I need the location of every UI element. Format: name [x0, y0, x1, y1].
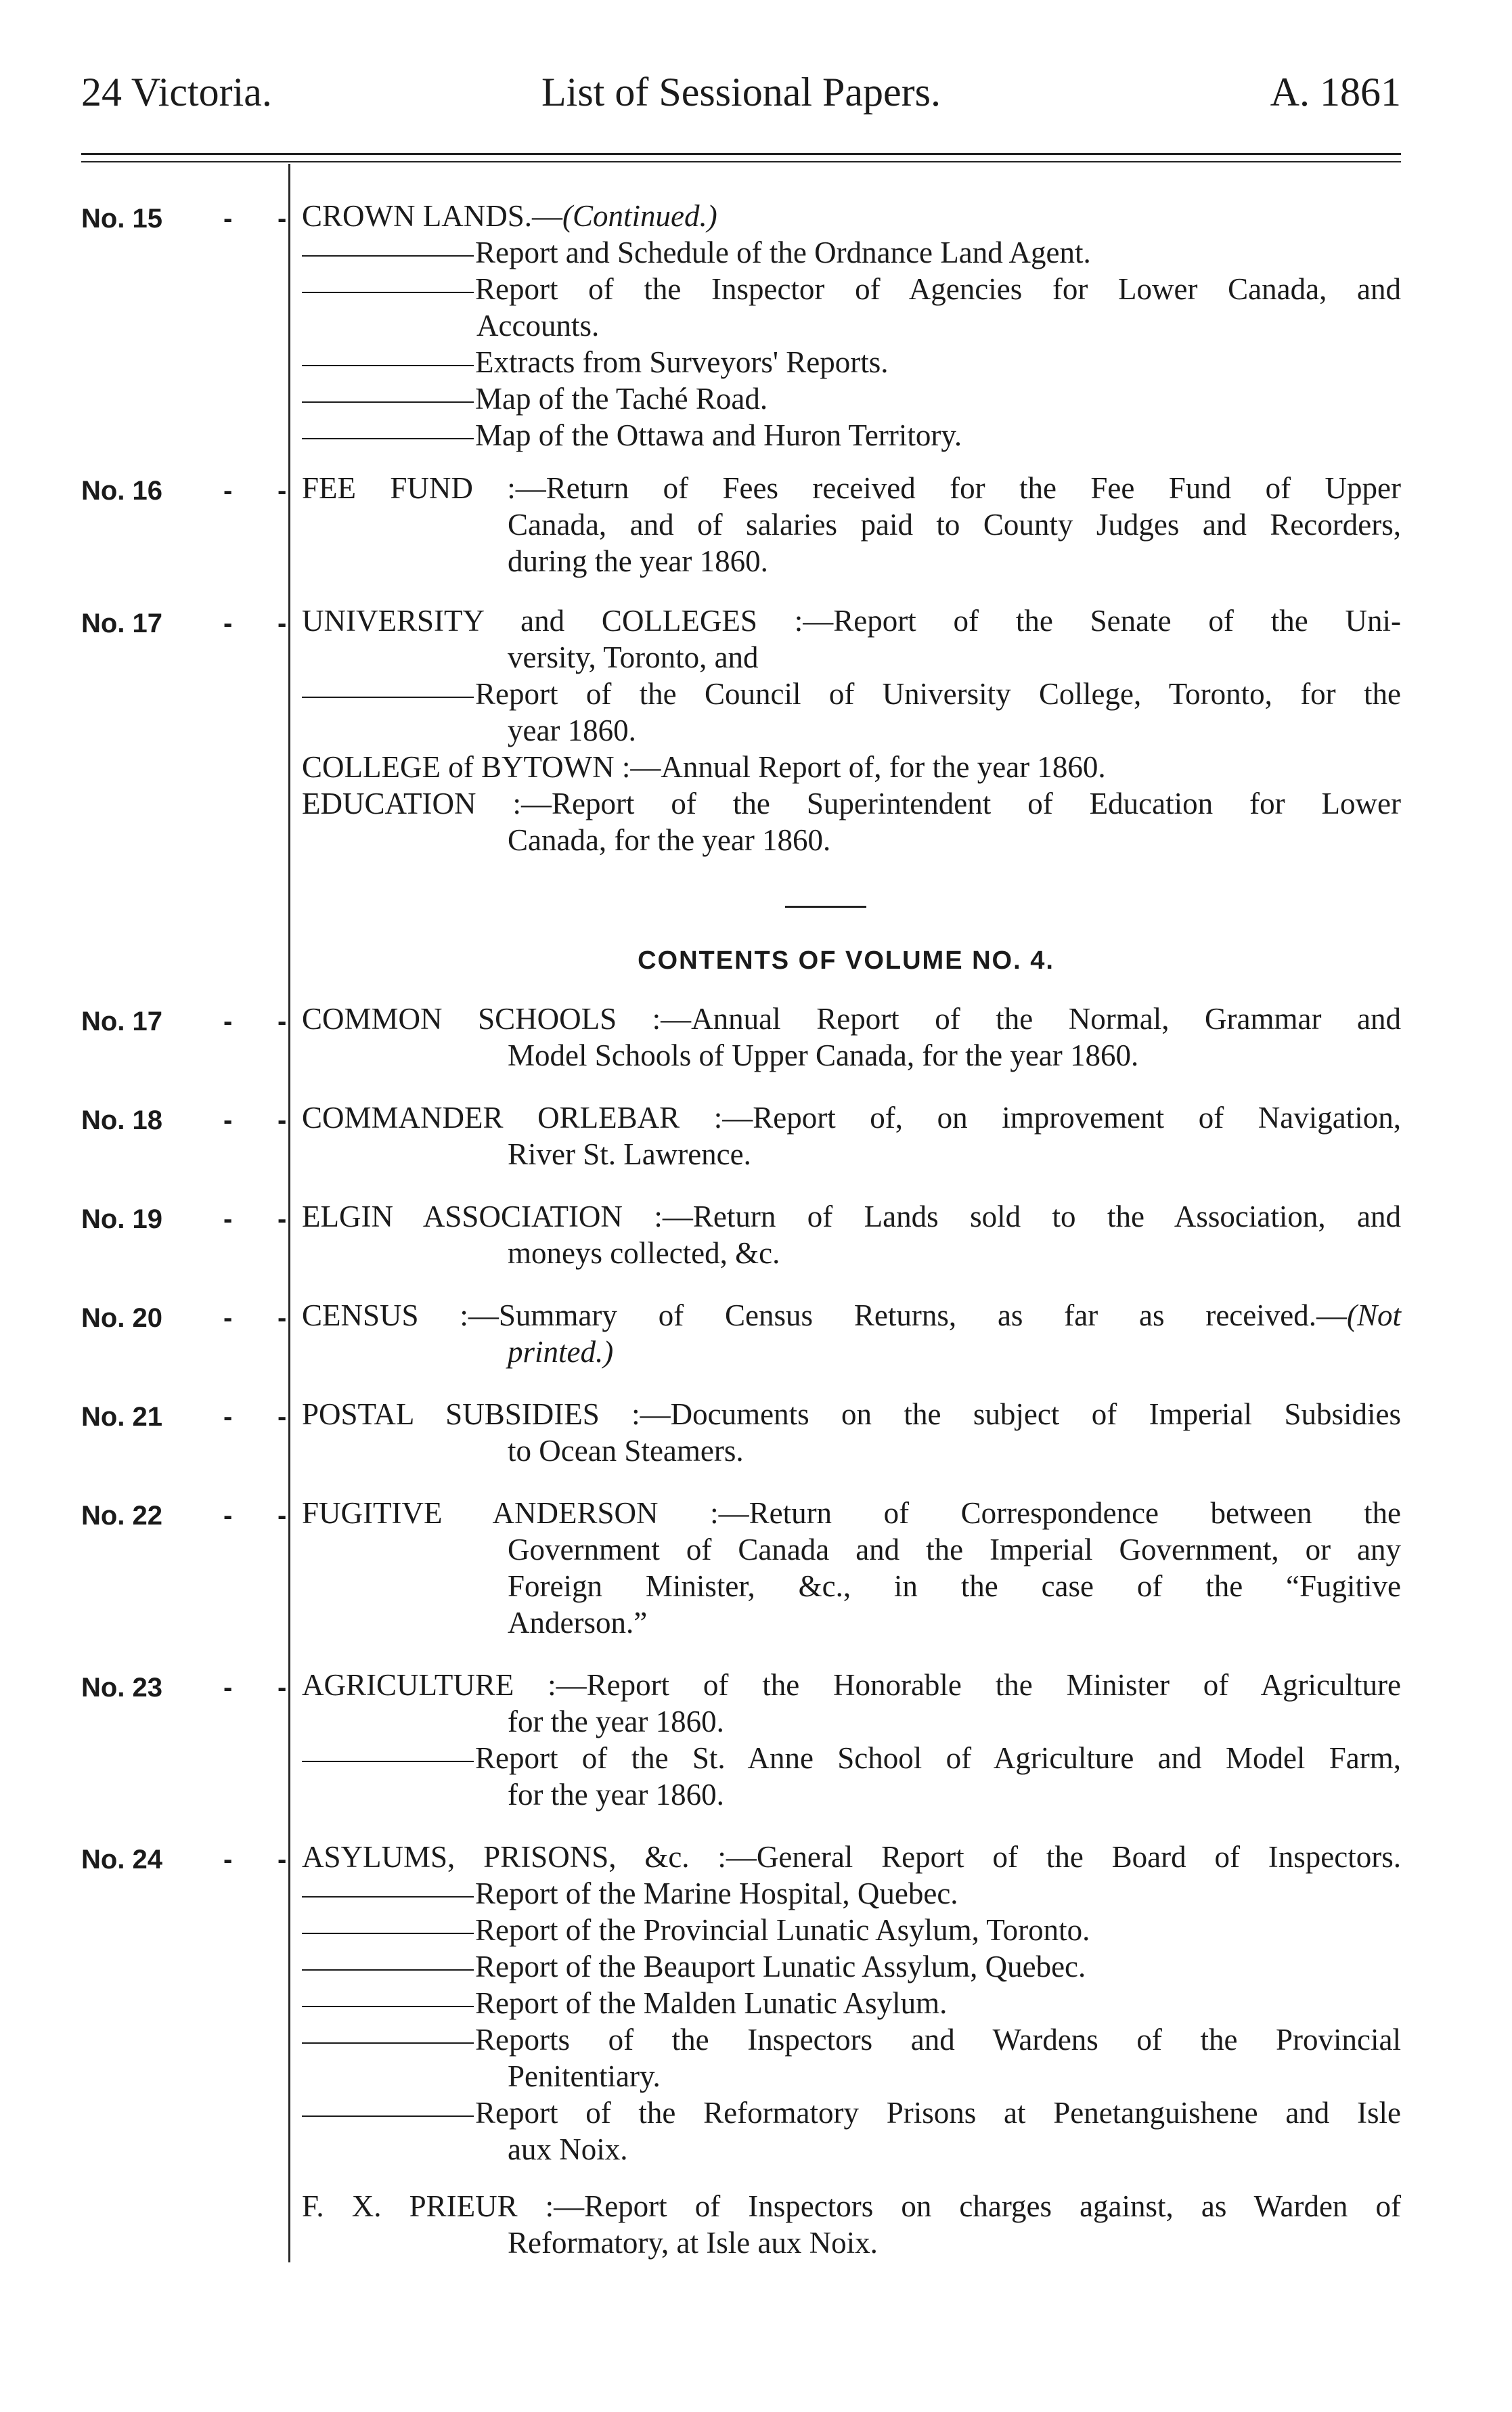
header-title: List of Sessional Papers.	[541, 70, 941, 114]
sub-entry: Report of the Marine Hospital, Quebec.	[302, 1875, 1401, 1912]
sub-entry: Report and Schedule of the Ordnance Land Agent.	[302, 234, 1401, 271]
entry-number: No. 20	[81, 1303, 163, 1333]
sub-entry: Map of the Ottawa and Huron Territory.	[302, 417, 1401, 454]
sub-entry: Report of the Reformatory Prisons at Penetanguishene and Isle	[302, 2095, 1401, 2131]
sub-entry: Report of the Malden Lunatic Asylum.	[302, 1985, 1401, 2021]
header-rule-bottom	[81, 161, 1401, 162]
entry-number: No. 19	[81, 1204, 163, 1234]
sub-entry: Report of the Inspector of Agencies for Lower Canada, and	[302, 271, 1401, 307]
sub-entry: Report of the St. Anne School of Agriculture and Model Farm,	[302, 1740, 1401, 1776]
volume-title: CONTENTS OF VOLUME NO. 4.	[638, 946, 1054, 975]
entry-number: No. 24	[81, 1845, 163, 1874]
prieur-entry: F. X. PRIEUR :—Report of Inspectors on charges against, as Warden of	[302, 2189, 1401, 2223]
entry-number: No. 23	[81, 1673, 163, 1703]
header-right: A. 1861	[1270, 70, 1401, 114]
sub-entry: Reports of the Inspectors and Wardens of the Provincial	[302, 2021, 1401, 2058]
sub-entry: Report of the Beauport Lunatic Assylum, Quebec.	[302, 1948, 1401, 1985]
header-rule-top	[81, 153, 1401, 155]
entry-title: CROWN LANDS.—(Continued.)	[302, 199, 717, 233]
sub-entry: Map of the Taché Road.	[302, 380, 1401, 417]
college-of-bytown: COLLEGE of BYTOWN :—Annual Report of, for the year 1860.	[302, 750, 1106, 784]
entry-number: No. 17	[81, 1007, 163, 1036]
page-header	[81, 68, 1401, 116]
sub-entry: Report of the Provincial Lunatic Asylum, Toronto.	[302, 1912, 1401, 1948]
header-left: 24 Victoria.	[81, 70, 272, 114]
entry-number: No. 17	[81, 609, 163, 638]
entry-number: No. 22	[81, 1501, 163, 1531]
education-entry: EDUCATION :—Report of the Superintendent of Education for Lower	[302, 787, 1401, 820]
entry-number: No. 16	[81, 476, 163, 506]
sub-entry: Report of the Council of University College, Toronto, for the	[302, 676, 1401, 712]
column-divider	[288, 164, 290, 2262]
entry-number: No. 18	[81, 1105, 163, 1135]
section-divider	[785, 906, 866, 908]
entry-number: No. 21	[81, 1402, 163, 1432]
sub-entry: Extracts from Surveyors' Reports.	[302, 344, 1401, 380]
entry-number: No. 15	[81, 204, 163, 234]
